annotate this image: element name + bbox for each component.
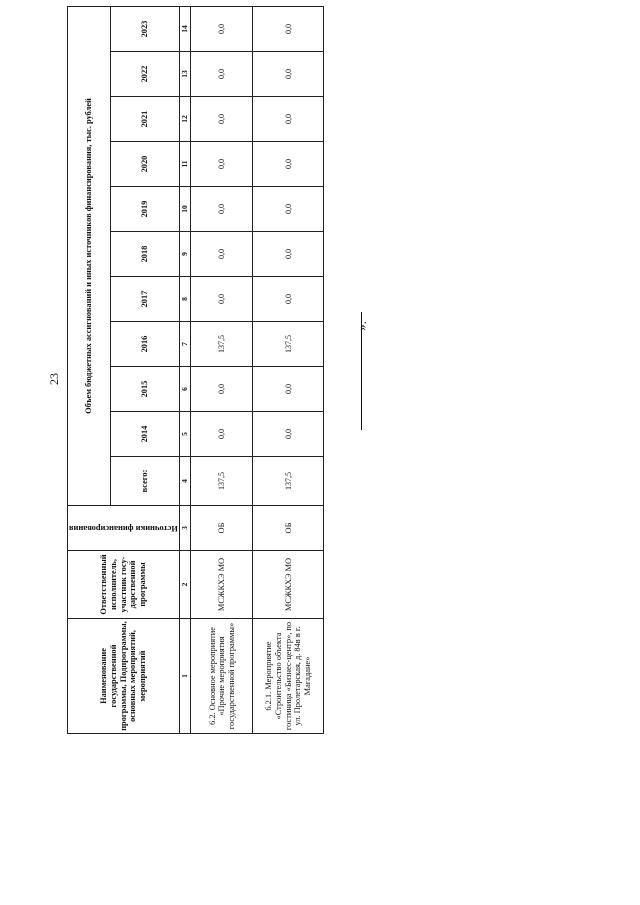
rotated-table-frame [67,7,312,734]
row-value: 0,0 [191,412,253,457]
header-name: Наименование государственной программы, Подпрограммы, основных мероприятий, мероприятий [68,619,180,734]
column-number: 9 [179,232,191,277]
row-value: 0,0 [191,7,253,52]
page-number: 23 [47,373,61,385]
row-name: 6.2. Основное мероприятие «Прочие мероприятия государственной программы» [191,619,253,734]
row-total: 137,5 [253,457,324,506]
header-source [68,506,180,551]
header-year: 2018 [111,232,180,277]
row-value: 0,0 [253,277,324,322]
column-number: 1 [179,619,191,734]
row-value: 0,0 [191,187,253,232]
column-number: 14 [179,7,191,52]
row-value: 0,0 [253,7,324,52]
column-number: 4 [179,457,191,506]
closing-underline [350,312,374,438]
row-value: 0,0 [253,142,324,187]
column-number: 2 [179,551,191,619]
header-year: 2022 [111,52,180,97]
column-number: 13 [179,52,191,97]
column-number: 10 [179,187,191,232]
budget-table [67,6,324,734]
table-row [253,7,324,734]
row-total: 137,5 [191,457,253,506]
header-year: 2021 [111,97,180,142]
row-value: 0,0 [191,52,253,97]
row-executor: МСЖКХЭ МО [191,551,253,619]
column-number: 6 [179,367,191,412]
row-value: 0,0 [253,412,324,457]
row-name: 6.2.1. Мероприятие «Строительство объекта гостиница «Бизнес-центр», по ул. Пролетарская, д. 84в в г. Магадане» [253,619,324,734]
row-value: 0,0 [253,97,324,142]
column-number: 3 [179,506,191,551]
row-value: 0,0 [253,52,324,97]
row-source: ОБ [253,506,324,551]
header-year: 2019 [111,187,180,232]
header-year: 2023 [111,7,180,52]
row-source: ОБ [191,506,253,551]
row-value: 0,0 [191,232,253,277]
row-value: 0,0 [253,232,324,277]
row-value: 0,0 [253,367,324,412]
column-number: 11 [179,142,191,187]
header-executor: Ответственный исполнитель, участник госу-дарственной программы [68,551,180,619]
header-row-group [68,7,111,734]
column-number: 8 [179,277,191,322]
header-year: 2020 [111,142,180,187]
row-value: 0,0 [191,277,253,322]
row-value: 0,0 [253,187,324,232]
row-value: 0,0 [191,97,253,142]
header-funding-group: Объем бюджетных ассигнований и иных источников финансирования, тыс. рублей [68,7,111,506]
header-total: всего: [111,457,180,506]
column-number: 7 [179,322,191,367]
header-year: 2014 [111,412,180,457]
row-value: 137,5 [253,322,324,367]
header-source-text: Источники финансирования [69,523,178,533]
column-number: 5 [179,412,191,457]
row-value: 0,0 [191,367,253,412]
header-year: 2017 [111,277,180,322]
header-year: 2016 [111,322,180,367]
header-year: 2015 [111,367,180,412]
column-number-row [179,7,191,734]
table-row [191,7,253,734]
row-value: 137,5 [191,322,253,367]
row-executor: МСЖКХЭ МО [253,551,324,619]
budget-table-container [67,7,312,734]
row-value: 0,0 [191,142,253,187]
closing-quote: ». [354,321,369,331]
column-number: 12 [179,97,191,142]
